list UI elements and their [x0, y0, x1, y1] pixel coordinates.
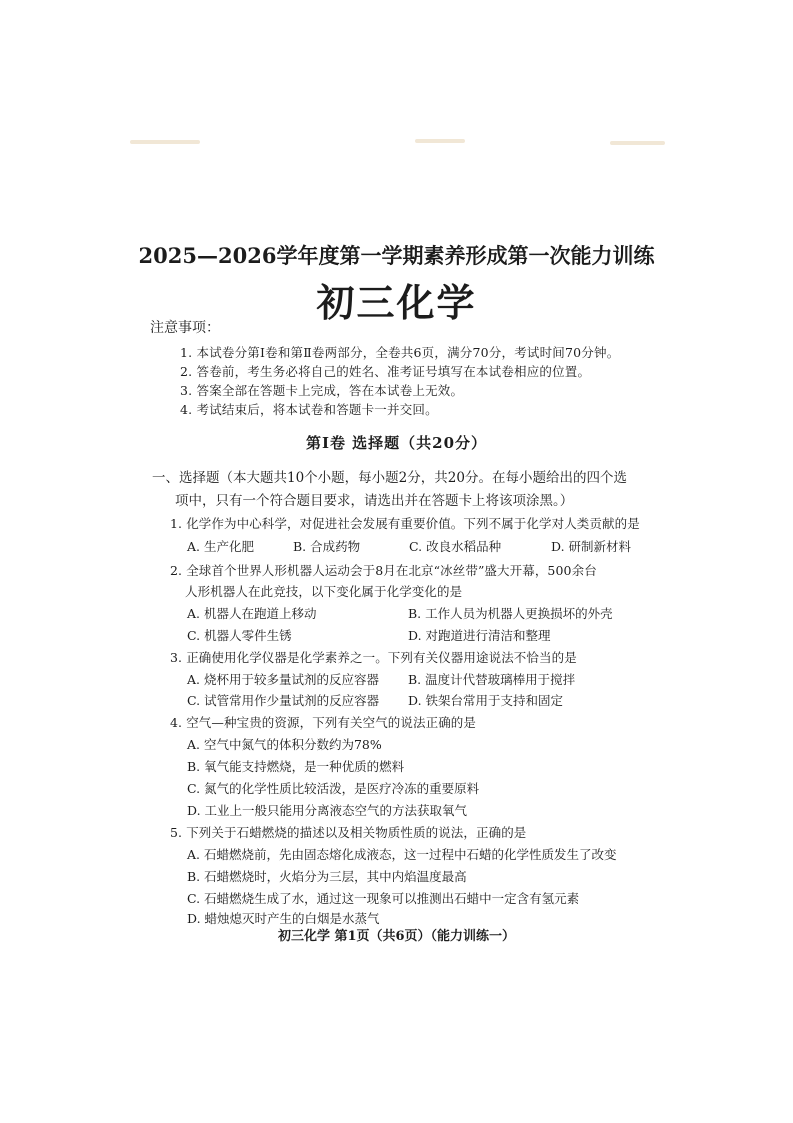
question-2-stem: 人形机器人在此竞技，以下变化属于化学变化的是 [185, 584, 463, 599]
scan-artifact [130, 140, 200, 144]
question-5-option-d: D. 蜡烛熄灭时产生的白烟是水蒸气 [187, 911, 380, 926]
question-2-option-a: A. 机器人在跑道上移动 [187, 606, 317, 621]
question-3-stem: 3. 正确使用化学仪器是化学素养之一。下列有关仪器用途说法不恰当的是 [170, 650, 577, 665]
note-item: 2. 答卷前，考生务必将自己的姓名、准考证号填写在本试卷相应的位置。 [180, 364, 591, 379]
question-2-option-d: D. 对跑道进行清洁和整理 [408, 628, 551, 643]
question-4-stem: 4. 空气—种宝贵的资源，下列有关空气的说法正确的是 [170, 715, 477, 730]
question-2-option-b: B. 工作人员为机器人更换损坏的外壳 [408, 606, 613, 621]
question-4-option-b: B. 氧气能支持燃烧，是一种优质的燃料 [187, 759, 405, 774]
question-4-option-a: A. 空气中氮气的体积分数约为78% [187, 737, 382, 752]
question-2-option-c: C. 机器人零件生锈 [187, 628, 292, 643]
note-item: 3. 答案全部在答题卡上完成，答在本试卷上无效。 [180, 383, 464, 398]
section-title: 第Ⅰ卷 选择题（共20分） [305, 434, 488, 452]
question-3-option-a: A. 烧杯用于较多量试剂的反应容器 [187, 672, 379, 687]
question-4-option-d: D. 工业上一般只能用分离液态空气的方法获取氧气 [187, 803, 468, 818]
question-2-stem: 2. 全球首个世界人形机器人运动会于8月在北京“冰丝带”盛大开幕，500余台 [170, 563, 597, 578]
scan-artifact [415, 139, 465, 143]
question-5-stem: 5. 下列关于石蜡燃烧的描述以及相关物质性质的说法，正确的是 [170, 825, 527, 840]
question-1-option-a: A. 生产化肥 [187, 539, 254, 554]
question-1-stem: 1. 化学作为中心科学，对促进社会发展有重要价值。下列不属于化学对人类贡献的是 [170, 516, 640, 531]
question-5-option-a: A. 石蜡燃烧前，先由固态熔化成液态，这一过程中石蜡的化学性质发生了改变 [187, 847, 617, 862]
question-4-option-c: C. 氮气的化学性质比较活泼，是医疗冷冻的重要原料 [187, 781, 480, 796]
question-5-option-b: B. 石蜡燃烧时，火焰分为三层，其中内焰温度最高 [187, 869, 467, 884]
section-instruction: 项中，只有一个符合题目要求，请选出并在答题卡上将该项涂黑。） [175, 493, 574, 509]
question-3-option-d: D. 铁架台常用于支持和固定 [408, 693, 564, 708]
notes-heading: 注意事项： [150, 320, 220, 336]
question-5-option-c: C. 石蜡燃烧生成了水，通过这一现象可以推测出石蜡中一定含有氢元素 [187, 891, 580, 906]
question-3-option-b: B. 温度计代替玻璃棒用于搅拌 [408, 672, 576, 687]
section-instruction: 一、选择题（本大题共10个小题，每小题2分，共20分。在每小题给出的四个选 [152, 470, 627, 486]
question-3-option-c: C. 试管常用作少量试剂的反应容器 [187, 693, 380, 708]
question-1-option-d: D. 研制新材料 [551, 539, 632, 554]
scan-artifact [610, 141, 665, 145]
exam-title: 2025—2026学年度第一学期素养形成第一次能力训练 [138, 243, 655, 268]
question-1-option-b: B. 合成药物 [293, 539, 361, 554]
note-item: 1. 本试卷分第Ⅰ卷和第Ⅱ卷两部分，全卷共6页，满分70分，考试时间70分钟。 [180, 345, 620, 360]
question-1-option-c: C. 改良水稻品种 [409, 539, 502, 554]
page-footer: 初三化学 第1页（共6页）（能力训练一） [277, 929, 516, 944]
subject-title: 初三化学 [316, 280, 477, 325]
note-item: 4. 考试结束后，将本试卷和答题卡一并交回。 [180, 402, 438, 417]
